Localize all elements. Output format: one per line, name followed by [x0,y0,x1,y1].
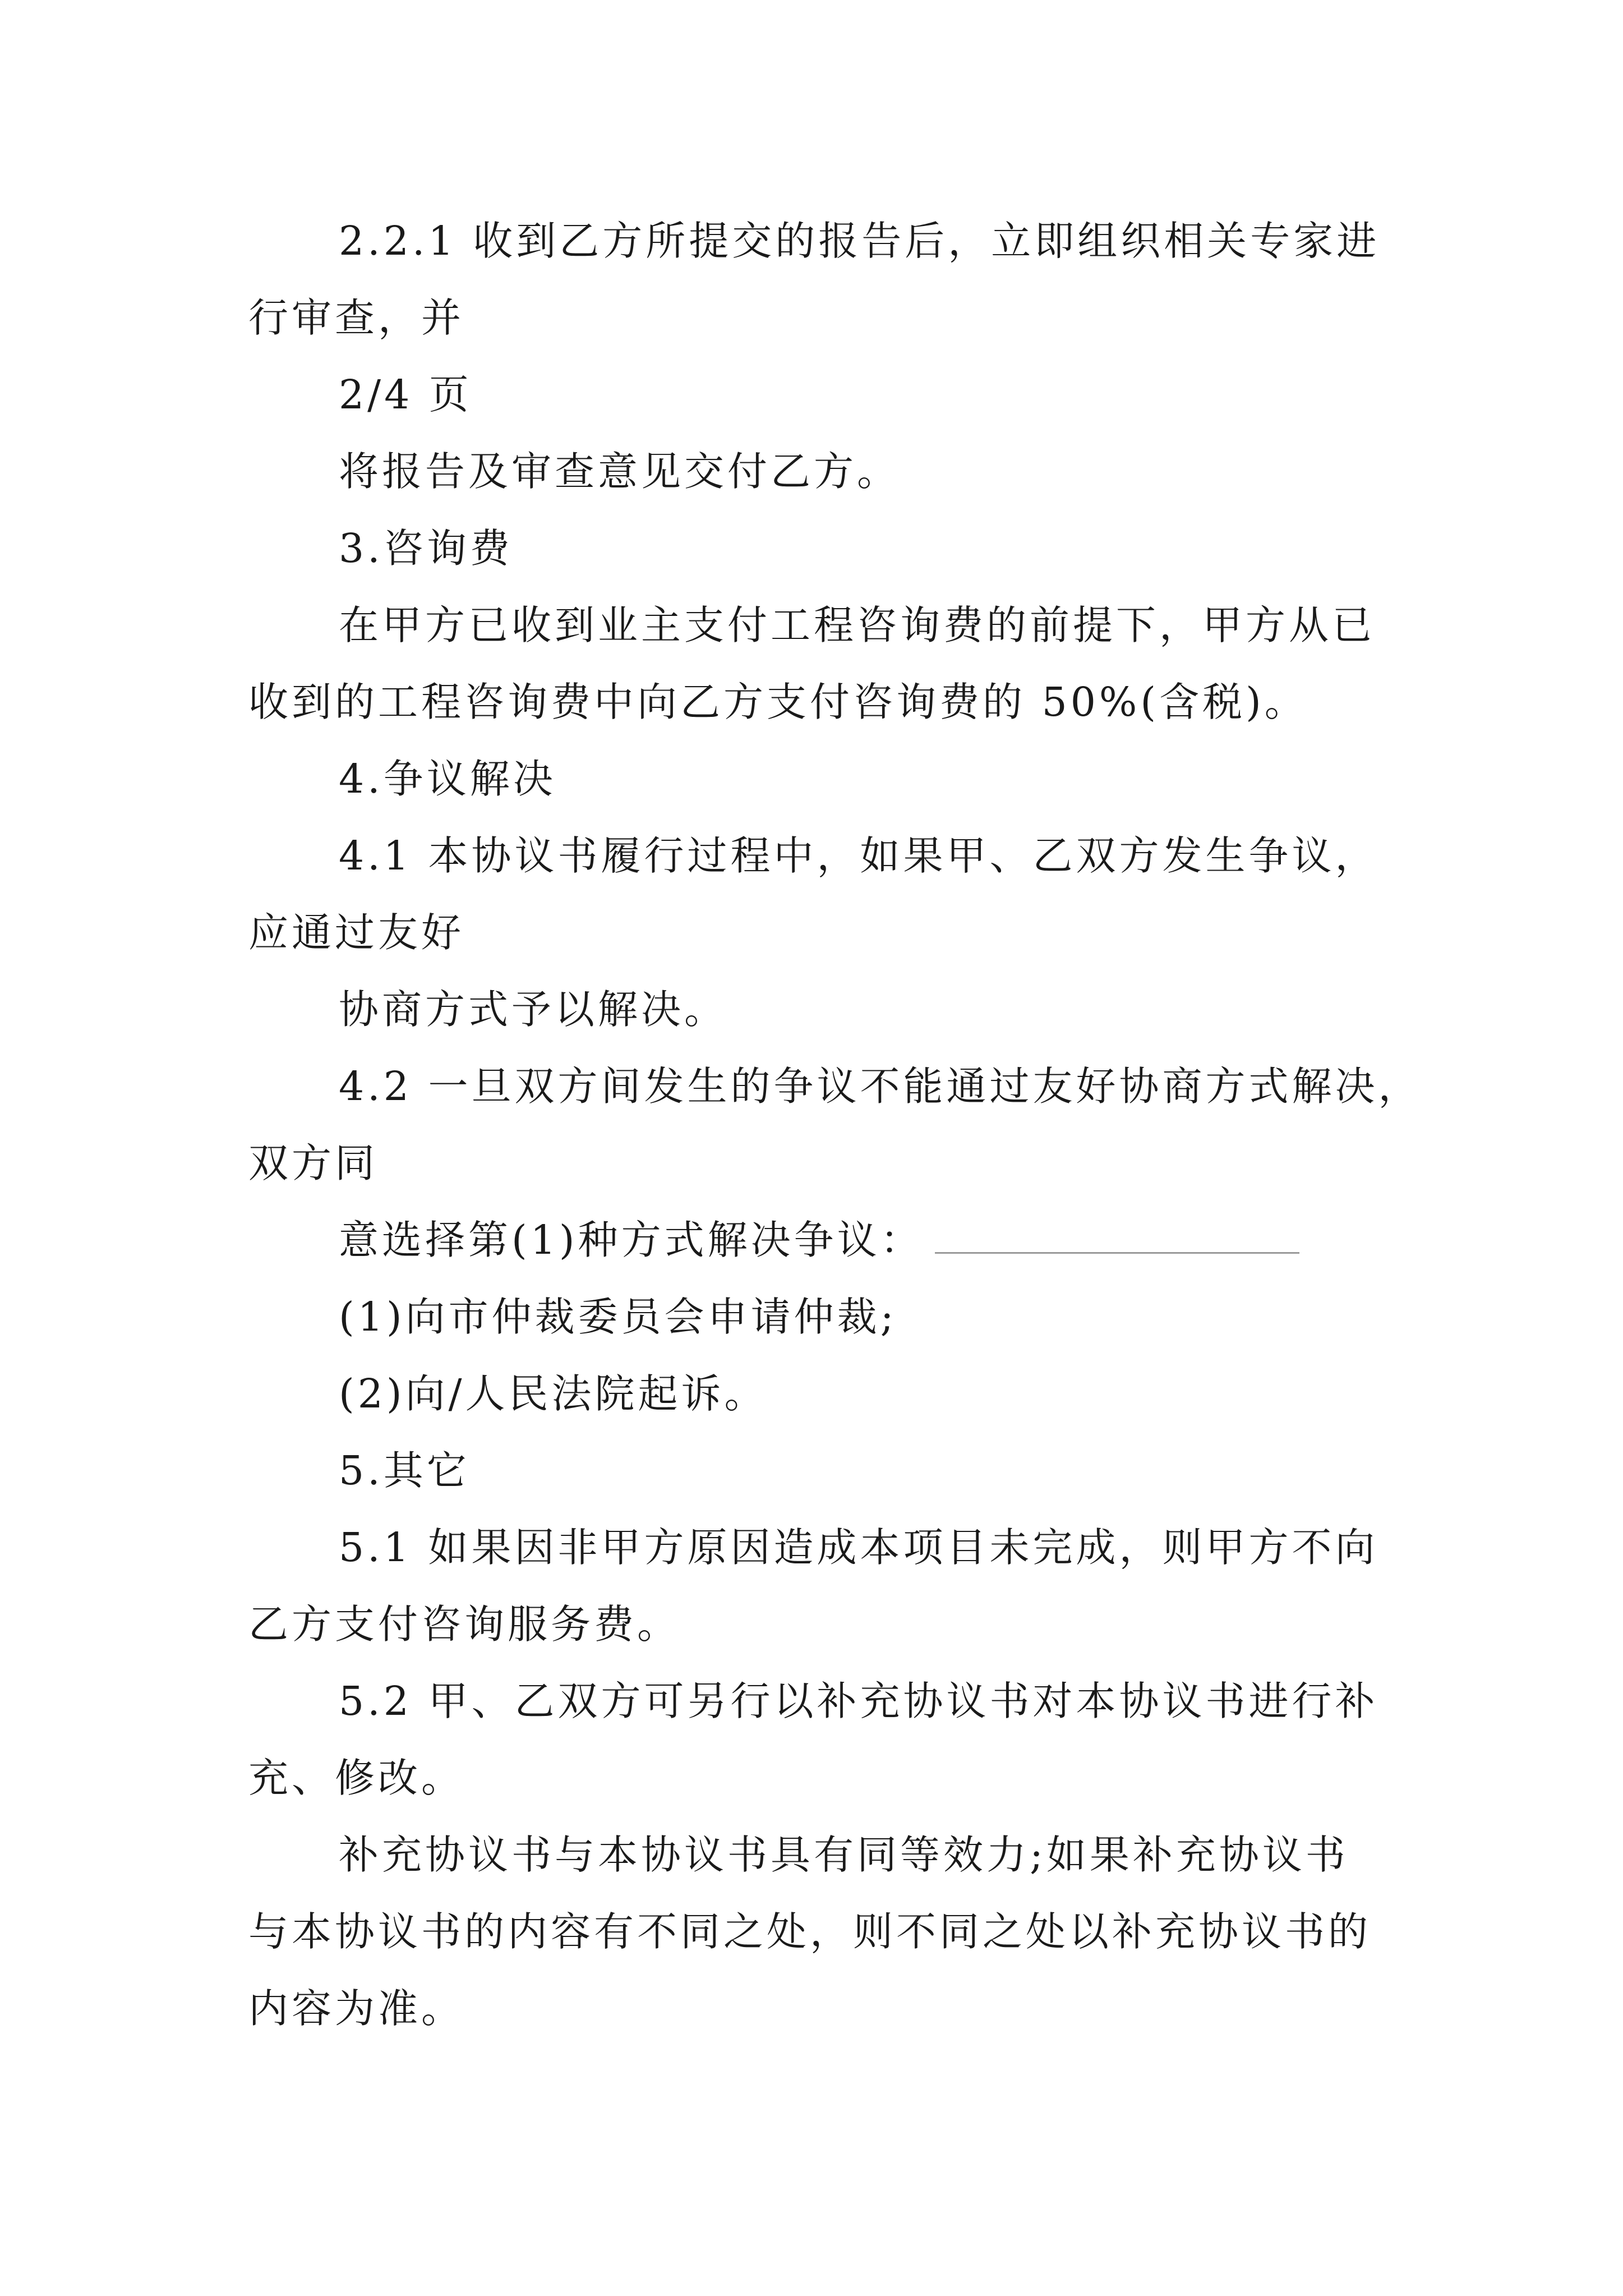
section-5-heading: 5.其它 [339,1447,470,1494]
clause-2-2-1-line-2: 行审查，并 [248,295,465,341]
clause-4-1-line-1: 4.1 本协议书履行过程中，如果甲、乙双方发生争议， [339,832,1378,879]
option-2: (2)向/人民法院起诉。 [339,1370,768,1417]
section-4-heading: 4.争议解决 [339,756,556,802]
supplement-line-1: 补充协议书与本协议书具有同等效力;如果补充协议书 [339,1832,1349,1878]
clause-4-2-line-1: 4.2 一旦双方间发生的争议不能通过友好协商方式解决， [339,1063,1422,1110]
clause-4-2-line-3-text: 意选择第(1)种方式解决争议： [339,1217,924,1263]
section-3-heading: 3.咨询费 [339,525,513,572]
section-3-line-1: 在甲方已收到业主支付工程咨询费的前提下，甲方从已 [339,602,1376,648]
section-3-line-2: 收到的工程咨询费中向乙方支付咨询费的 50%(含税)。 [248,679,1308,725]
clause-4-1-line-2: 应通过友好 [248,909,465,956]
option-1: (1)向市仲裁委员会申请仲裁; [339,1294,897,1340]
clause-4-2-line-3 [339,1215,1299,1266]
clause-2-2-1-line-1: 2.2.1 收到乙方所提交的报告后，立即组织相关专家进 [339,218,1380,264]
supplement-line-3: 内容为准。 [248,1985,465,2032]
clause-2-2-1-line-3: 将报告及审查意见交付乙方。 [339,448,901,495]
fill-in-blank-line [935,1250,1299,1254]
clause-5-1-line-1: 5.1 如果因非甲方原因造成本项目未完成，则甲方不向 [339,1524,1378,1571]
clause-4-2-line-2: 双方同 [248,1140,379,1186]
clause-5-2-line-2: 充、修改。 [248,1755,465,1801]
clause-5-1-line-2: 乙方支付咨询服务费。 [248,1601,681,1648]
page-number: 2/4 页 [339,371,472,418]
supplement-line-2: 与本协议书的内容有不同之处，则不同之处以补充协议书的 [248,1908,1372,1955]
clause-5-2-line-1: 5.2 甲、乙双方可另行以补充协议书对本协议书进行补 [339,1678,1378,1724]
clause-4-1-line-3: 协商方式予以解决。 [339,986,728,1033]
